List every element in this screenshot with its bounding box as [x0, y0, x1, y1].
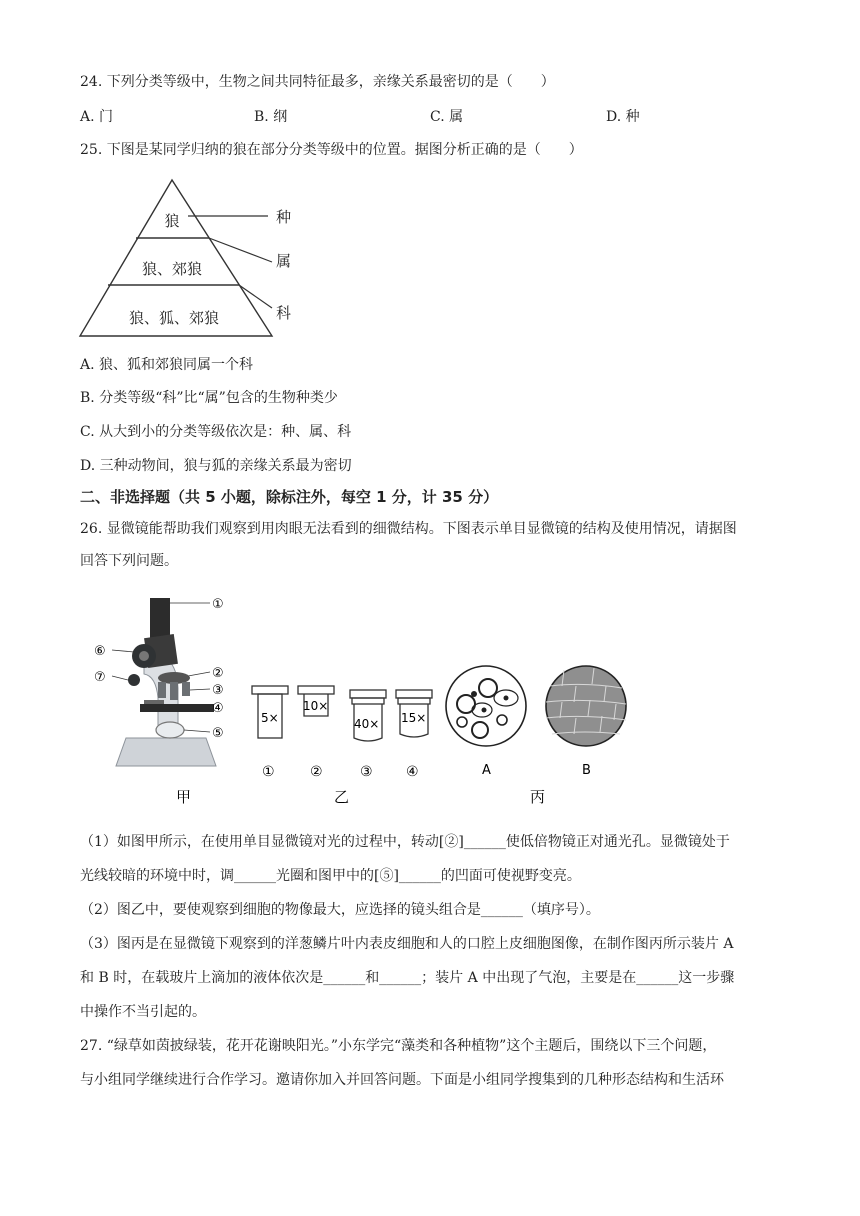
q25-option-a[interactable]: A. 狼、狐和郊狼同属一个科 [80, 357, 254, 373]
lens-num-2: ② [310, 764, 323, 780]
part-label-7: ⑦ [94, 670, 106, 685]
q26-sub3-line1: （3）图丙是在显微镜下观察到的洋葱鳞片叶内表皮细胞和人的口腔上皮细胞图像，在制作图丙所示装片 A [80, 936, 734, 952]
caption-yi: 乙 [334, 788, 350, 806]
pyramid-label-genus: 属 [276, 252, 292, 270]
q25-stem: 25. 下图是某同学归纳的狼在部分分类等级中的位置。据图分析正确的是（ ） [80, 142, 583, 158]
lens-mark-4: 15× [401, 711, 427, 725]
microscope-figure [86, 588, 246, 806]
part-label-6: ⑥ [94, 644, 106, 659]
q26-stem-line1: 26. 显微镜能帮助我们观察到用肉眼无法看到的细微结构。下图表示单目显微镜的结构及使用情况，请据图 [80, 521, 737, 537]
lens-num-4: ④ [406, 764, 419, 780]
q25-option-c[interactable]: C. 从大到小的分类等级依次是：种、属、科 [80, 424, 352, 440]
pyramid-label-species: 种 [276, 208, 292, 226]
q27-line1: 27. “绿草如茵披绿装，花开花谢映阳光。”小东学完“藻类和各种植物”这个主题后，围绕以下三个问题， [80, 1038, 717, 1054]
q26-sub1-line2: 光线较暗的环境中时，调______光圈和图甲中的[⑤]______的凹面可使视野变亮。 [80, 868, 581, 884]
q24-option-b[interactable]: B. 纲 [254, 109, 288, 125]
q26-sub3-line3: 中操作不当引起的。 [80, 1004, 206, 1020]
q26-stem-line2: 回答下列问题。 [80, 553, 178, 569]
slide-label-a: A [482, 763, 491, 778]
pyramid-level-family: 狼、狐、郊狼 [128, 309, 220, 327]
part-label-4: ④ [212, 701, 224, 716]
lens-mark-3: 40× [354, 717, 380, 731]
lens-num-1: ① [262, 764, 275, 780]
q24-option-c[interactable]: C. 属 [430, 109, 464, 125]
caption-bing: 丙 [530, 788, 546, 806]
part-label-3: ③ [212, 683, 224, 698]
q27-line2: 与小组同学继续进行合作学习。邀请你加入并回答问题。下面是小组同学搜集到的几种形态结构和生活环 [80, 1072, 724, 1088]
slide-label-b: B [582, 763, 591, 778]
classification-pyramid [76, 176, 306, 340]
pyramid-level-genus: 狼、郊狼 [141, 260, 203, 278]
section-title: 二、非选择题（共 5 小题，除标注外，每空 1 分，计 35 分） [80, 488, 499, 506]
part-label-2: ② [212, 666, 224, 681]
q26-sub2: （2）图乙中，要使观察到细胞的物像最大，应选择的镜头组合是______（填序号）。 [80, 902, 600, 918]
q24-option-a[interactable]: A. 门 [80, 109, 114, 125]
pyramid-level-species: 狼 [164, 212, 180, 230]
q26-sub3-line2: 和 B 时，在载玻片上滴加的液体依次是______和______；装片 A 中出现了气泡，主要是在______这一步骤 [80, 970, 735, 986]
q26-sub1-line1: （1）如图甲所示，在使用单目显微镜对光的过程中，转动[②]______使低倍物镜正对通光孔。显微镜处于 [80, 834, 730, 850]
part-label-5: ⑤ [212, 726, 224, 741]
lens-mark-2: 10× [303, 699, 329, 713]
caption-jia: 甲 [176, 788, 192, 806]
q24-stem: 24. 下列分类等级中，生物之间共同特征最多，亲缘关系最密切的是（ ） [80, 74, 555, 90]
pyramid-label-family: 科 [276, 304, 292, 322]
q25-option-d[interactable]: D. 三种动物间，狼与狐的亲缘关系最为密切 [80, 458, 352, 474]
q25-option-b[interactable]: B. 分类等级“科”比“属”包含的生物种类少 [80, 390, 338, 406]
lens-num-3: ③ [360, 764, 373, 780]
lens-figure [248, 680, 444, 806]
lens-mark-1: 5× [261, 711, 279, 725]
part-label-1: ① [212, 597, 224, 612]
cell-view-figure [444, 664, 640, 806]
q24-option-d[interactable]: D. 种 [606, 109, 640, 125]
